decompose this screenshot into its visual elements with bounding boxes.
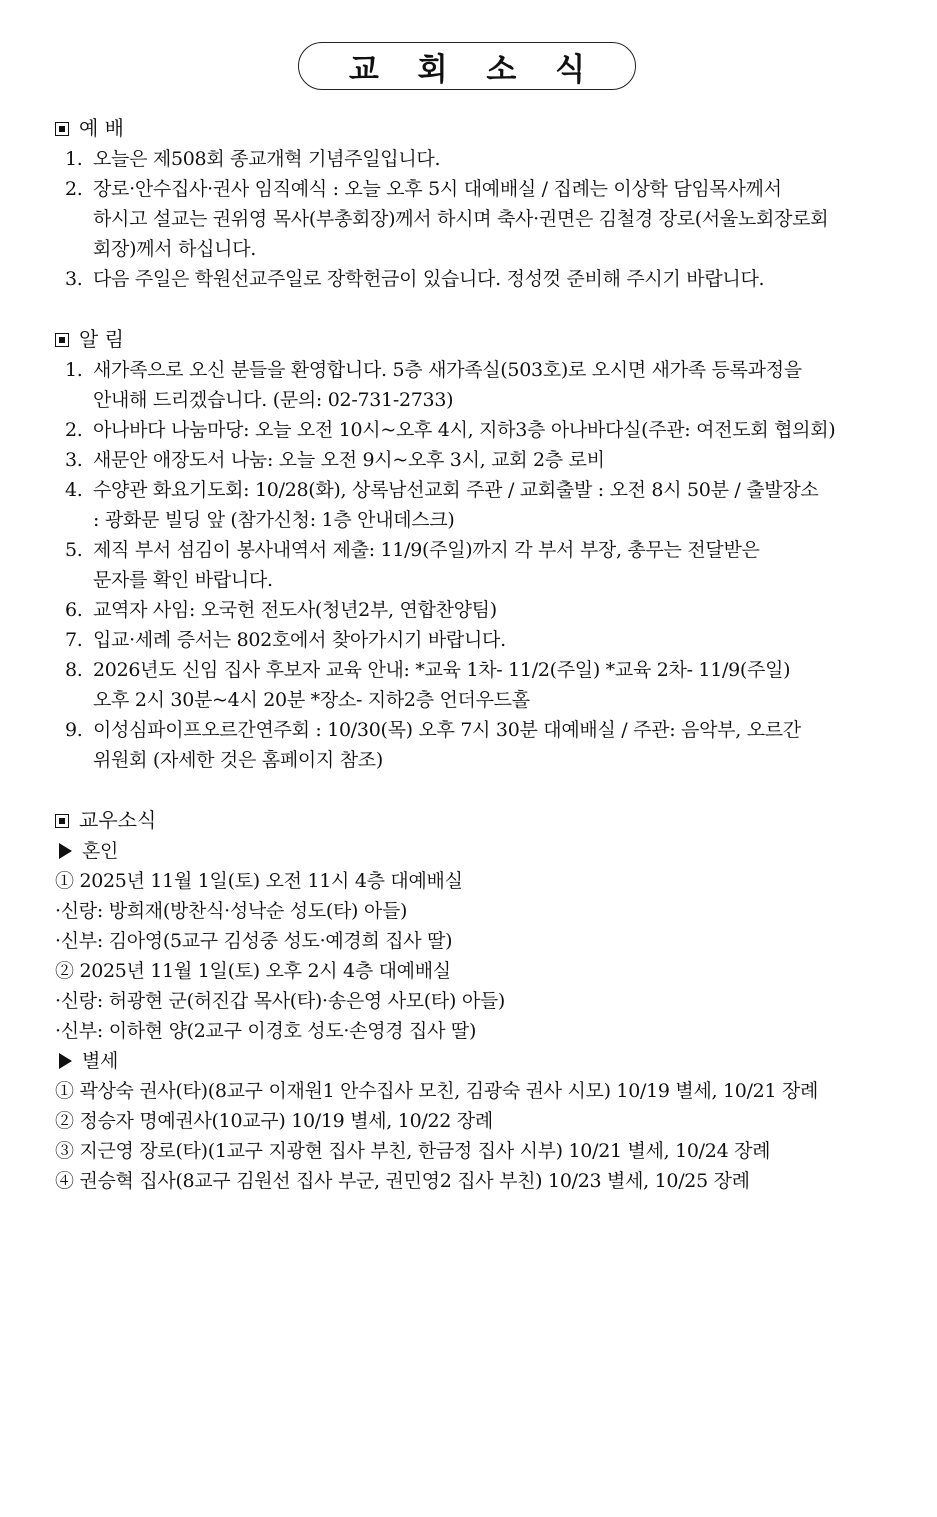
list-item xyxy=(55,535,905,595)
notices-section xyxy=(55,324,905,775)
list-item xyxy=(55,415,905,445)
list-item xyxy=(55,355,905,415)
notices-list xyxy=(55,355,905,775)
item-text: 2026년도 신임 집사 후보자 교육 안내: *교육 1차- 11/2(주일) *교육 2차- 11/9(주일) xyxy=(93,659,791,681)
item-number: 2. xyxy=(65,178,83,200)
item-text: 회장)께서 하십니다. xyxy=(93,238,257,260)
wedding-list xyxy=(55,866,905,1046)
list-item: ① 곽상숙 권사(타)(8교구 이재원1 안수집사 모친, 김광숙 권사 시모) 10/19 별세, 10/21 장례 xyxy=(55,1080,819,1102)
wedding-label: 혼인 xyxy=(82,840,119,862)
page-title: 교 회 소 식 xyxy=(348,51,600,88)
item-text: 안내해 드리겠습니다. (문의: 02-731-2733) xyxy=(93,389,454,411)
list-item: ·신랑: 허광현 군(허진갑 목사(타)·송은영 사모(타) 아들) xyxy=(55,990,506,1012)
item-number: 6. xyxy=(65,599,83,621)
notices-heading-text: 알 림 xyxy=(79,327,124,351)
item-text: 하시고 설교는 권위영 목사(부총회장)께서 하시며 축사·권면은 김철경 장로(서울노회장로회 xyxy=(93,208,829,230)
title-box xyxy=(298,42,636,90)
list-item xyxy=(55,625,905,655)
item-text: 새문안 애장도서 나눔: 오늘 오전 9시~오후 3시, 교회 2층 로비 xyxy=(93,449,605,471)
members-section xyxy=(55,805,905,1196)
item-text: 새가족으로 오신 분들을 환영합니다. 5층 새가족실(503호)로 오시면 새가족 등록과정을 xyxy=(93,359,802,381)
item-number: 4. xyxy=(65,479,83,501)
list-item xyxy=(55,264,905,294)
worship-section xyxy=(55,113,905,294)
item-text: : 광화문 빌딩 앞 (참가신청: 1층 안내데스크) xyxy=(93,509,455,531)
item-number: 7. xyxy=(65,629,83,651)
item-text: 오늘은 제508회 종교개혁 기념주일입니다. xyxy=(93,148,441,170)
list-item: ② 2025년 11월 1일(토) 오후 2시 4층 대예배실 xyxy=(55,960,451,982)
list-item xyxy=(55,174,905,264)
item-text: 이성심파이프오르간연주회 : 10/30(목) 오후 7시 30분 대예배실 / 주관: 음악부, 오르간 xyxy=(93,719,801,741)
members-heading xyxy=(55,805,905,836)
list-item xyxy=(55,655,905,715)
item-text: 오후 2시 30분~4시 20분 *장소- 지하2층 언더우드홀 xyxy=(93,689,530,711)
list-item: ·신부: 이하현 양(2교구 이경호 성도·손영경 집사 딸) xyxy=(55,1020,477,1042)
item-text: 입교·세례 증서는 802호에서 찾아가시기 바랍니다. xyxy=(93,629,506,651)
list-item: ② 정승자 명예권사(10교구) 10/19 별세, 10/22 장례 xyxy=(55,1110,493,1132)
death-label: 별세 xyxy=(82,1050,119,1072)
wedding-label-row xyxy=(55,836,905,866)
worship-heading xyxy=(55,113,905,144)
item-number: 3. xyxy=(65,268,83,290)
item-text: 위원회 (자세한 것은 홈페이지 참조) xyxy=(93,749,383,771)
list-item: ① 2025년 11월 1일(토) 오전 11시 4층 대예배실 xyxy=(55,870,463,892)
triangle-right-icon xyxy=(59,843,72,859)
triangle-right-icon xyxy=(59,1053,72,1069)
item-number: 3. xyxy=(65,449,83,471)
list-item xyxy=(55,475,905,535)
death-label-row xyxy=(55,1046,905,1076)
item-text: 제직 부서 섬김이 봉사내역서 제출: 11/9(주일)까지 각 부서 부장, 총무는 전달받은 xyxy=(93,539,760,561)
filled-square-icon xyxy=(55,122,69,136)
item-text: 수양관 화요기도회: 10/28(화), 상록남선교회 주관 / 교회출발 : 오전 8시 50분 / 출발장소 xyxy=(93,479,819,501)
worship-list xyxy=(55,144,905,294)
item-text: 장로·안수집사·권사 임직예식 : 오늘 오후 5시 대예배실 / 집례는 이상학 담임목사께서 xyxy=(93,178,782,200)
item-text: 아나바다 나눔마당: 오늘 오전 10시~오후 4시, 지하3층 아나바다실(주관: 여전도회 협의회) xyxy=(93,419,836,441)
list-item: ④ 권승혁 집사(8교구 김원선 집사 부군, 권민영2 집사 부친) 10/23 별세, 10/25 장례 xyxy=(55,1170,750,1192)
list-item xyxy=(55,595,905,625)
item-number: 1. xyxy=(65,148,83,170)
death-list xyxy=(55,1076,905,1196)
item-text: 교역자 사임: 오국헌 전도사(청년2부, 연합찬양팀) xyxy=(93,599,497,621)
item-number: 8. xyxy=(65,659,83,681)
list-item: ③ 지근영 장로(타)(1교구 지광현 집사 부친, 한금정 집사 시부) 10/21 별세, 10/24 장례 xyxy=(55,1140,771,1162)
item-text: 문자를 확인 바랍니다. xyxy=(93,569,273,591)
item-number: 5. xyxy=(65,539,83,561)
list-item xyxy=(55,715,905,775)
list-item xyxy=(55,445,905,475)
list-item: ·신부: 김아영(5교구 김성중 성도·예경희 집사 딸) xyxy=(55,930,453,952)
item-text: 다음 주일은 학원선교주일로 장학헌금이 있습니다. 정성껏 준비해 주시기 바랍니다. xyxy=(93,268,765,290)
filled-square-icon xyxy=(55,333,69,347)
filled-square-icon xyxy=(55,814,69,828)
item-number: 1. xyxy=(65,359,83,381)
notices-heading xyxy=(55,324,905,355)
bulletin-content xyxy=(55,113,905,1226)
item-number: 2. xyxy=(65,419,83,441)
worship-heading-text: 예 배 xyxy=(79,116,124,140)
members-heading-text: 교우소식 xyxy=(79,808,157,832)
list-item: ·신랑: 방희재(방찬식·성낙순 성도(타) 아들) xyxy=(55,900,408,922)
item-number: 9. xyxy=(65,719,83,741)
list-item xyxy=(55,144,905,174)
